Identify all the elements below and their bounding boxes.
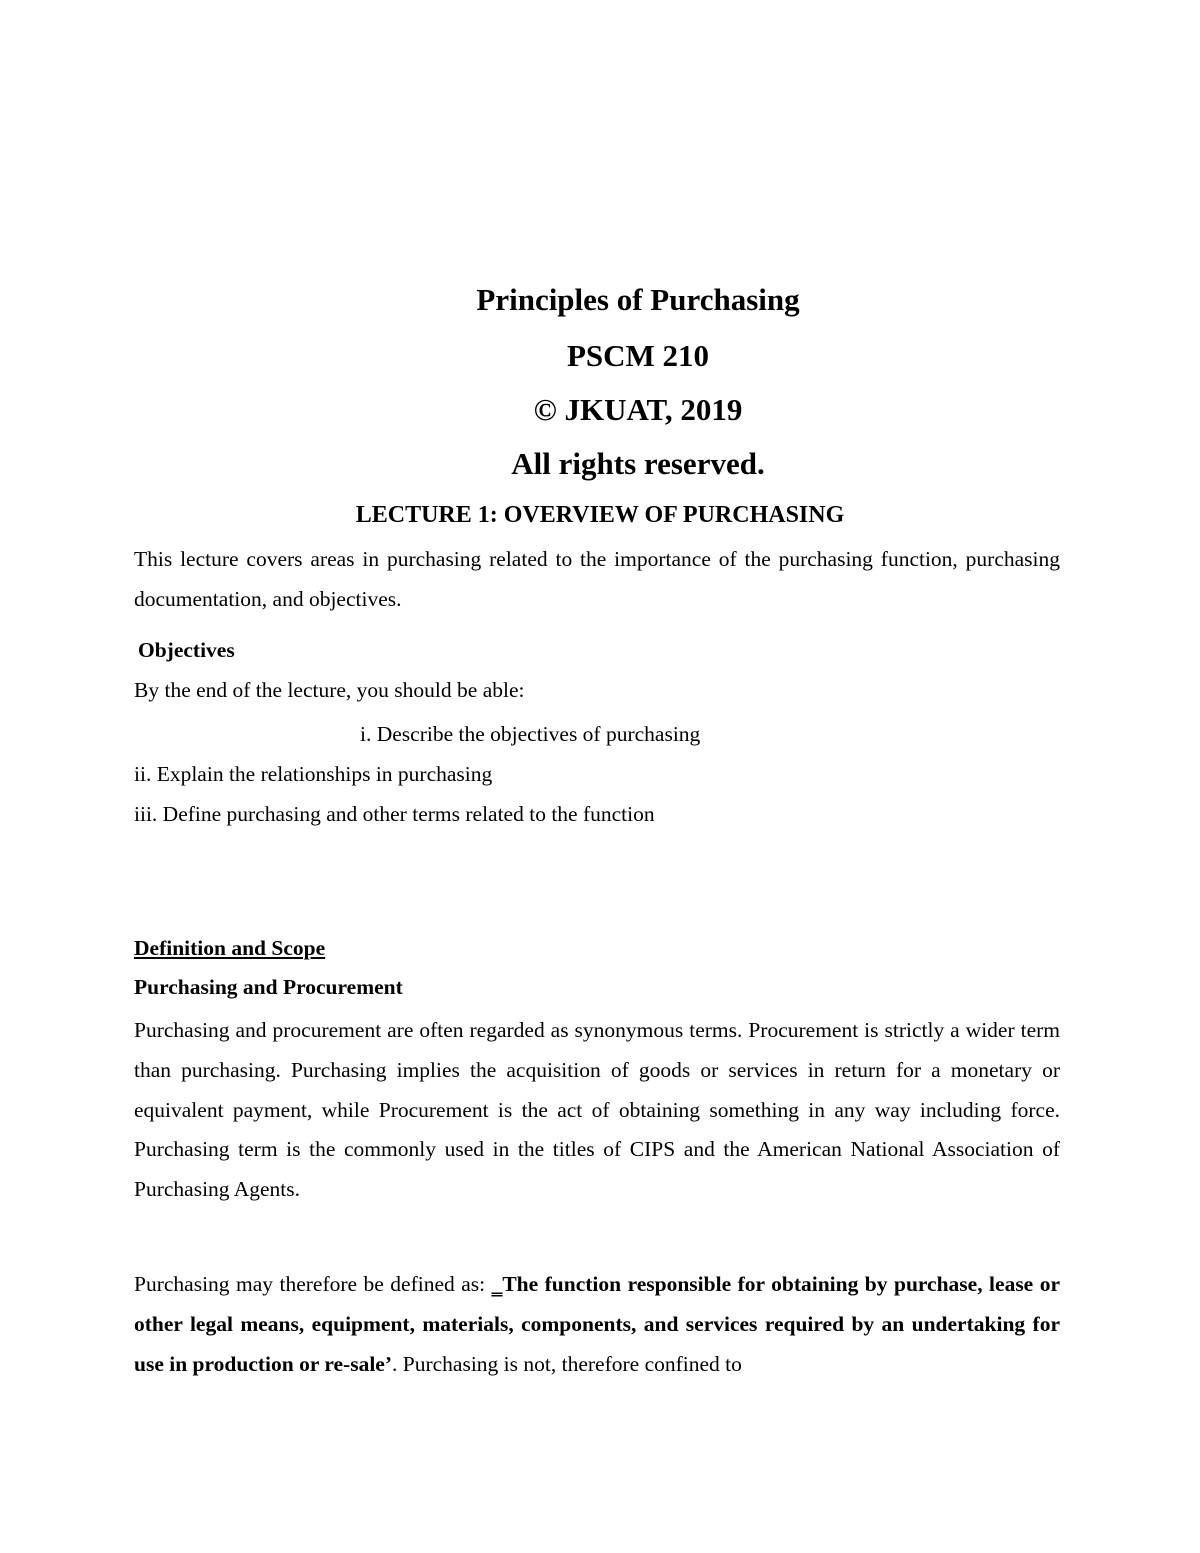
definition-tail: . Purchasing is not, therefore confined to [392,1351,742,1376]
lecture-intro-paragraph: This lecture covers areas in purchasing related to the importance of the purchasing function, purchasing documentation, and objectives. [134,547,1060,611]
objectives-heading: Objectives [138,638,235,662]
copyright-notice: © JKUAT, 2019 [533,392,743,427]
definition-scope-heading: Definition and Scope [134,936,326,960]
lecture-heading: LECTURE 1: OVERVIEW OF PURCHASING [355,502,845,528]
objective-item: ii. Explain the relationships in purchasing [134,762,493,786]
objective-item: i. Describe the objectives of purchasing [360,722,701,746]
objective-item: iii. Define purchasing and other terms related to the function [134,802,655,826]
definition-quote: ‗The function responsible for obtaining by purchase, lease or other legal means, equipment, materials, components, and services required by an undertaking for use in production or re-sale’ [134,1272,1060,1376]
course-code: PSCM 210 [566,338,710,373]
definition-paragraph [134,1265,1060,1384]
procurement-paragraph: Purchasing and procurement are often regarded as synonymous terms. Procurement is strictly a wider term than purchasing. Purchasing implies the acquisition of goods or services in return for a monetary or equivalent payment, while Procurement is the act of obtaining something in any way including force. Purchasing term is the commonly used in the titles of CIPS and the American National Association of Purchasing Agents. [134,1018,1060,1202]
document-title: Principles of Purchasing [476,282,800,317]
definition-lead: Purchasing may therefore be defined as: [134,1272,492,1296]
objectives-lead: By the end of the lecture, you should be able: [134,678,525,702]
purchasing-procurement-heading: Purchasing and Procurement [134,975,403,999]
rights-notice: All rights reserved. [511,446,765,481]
